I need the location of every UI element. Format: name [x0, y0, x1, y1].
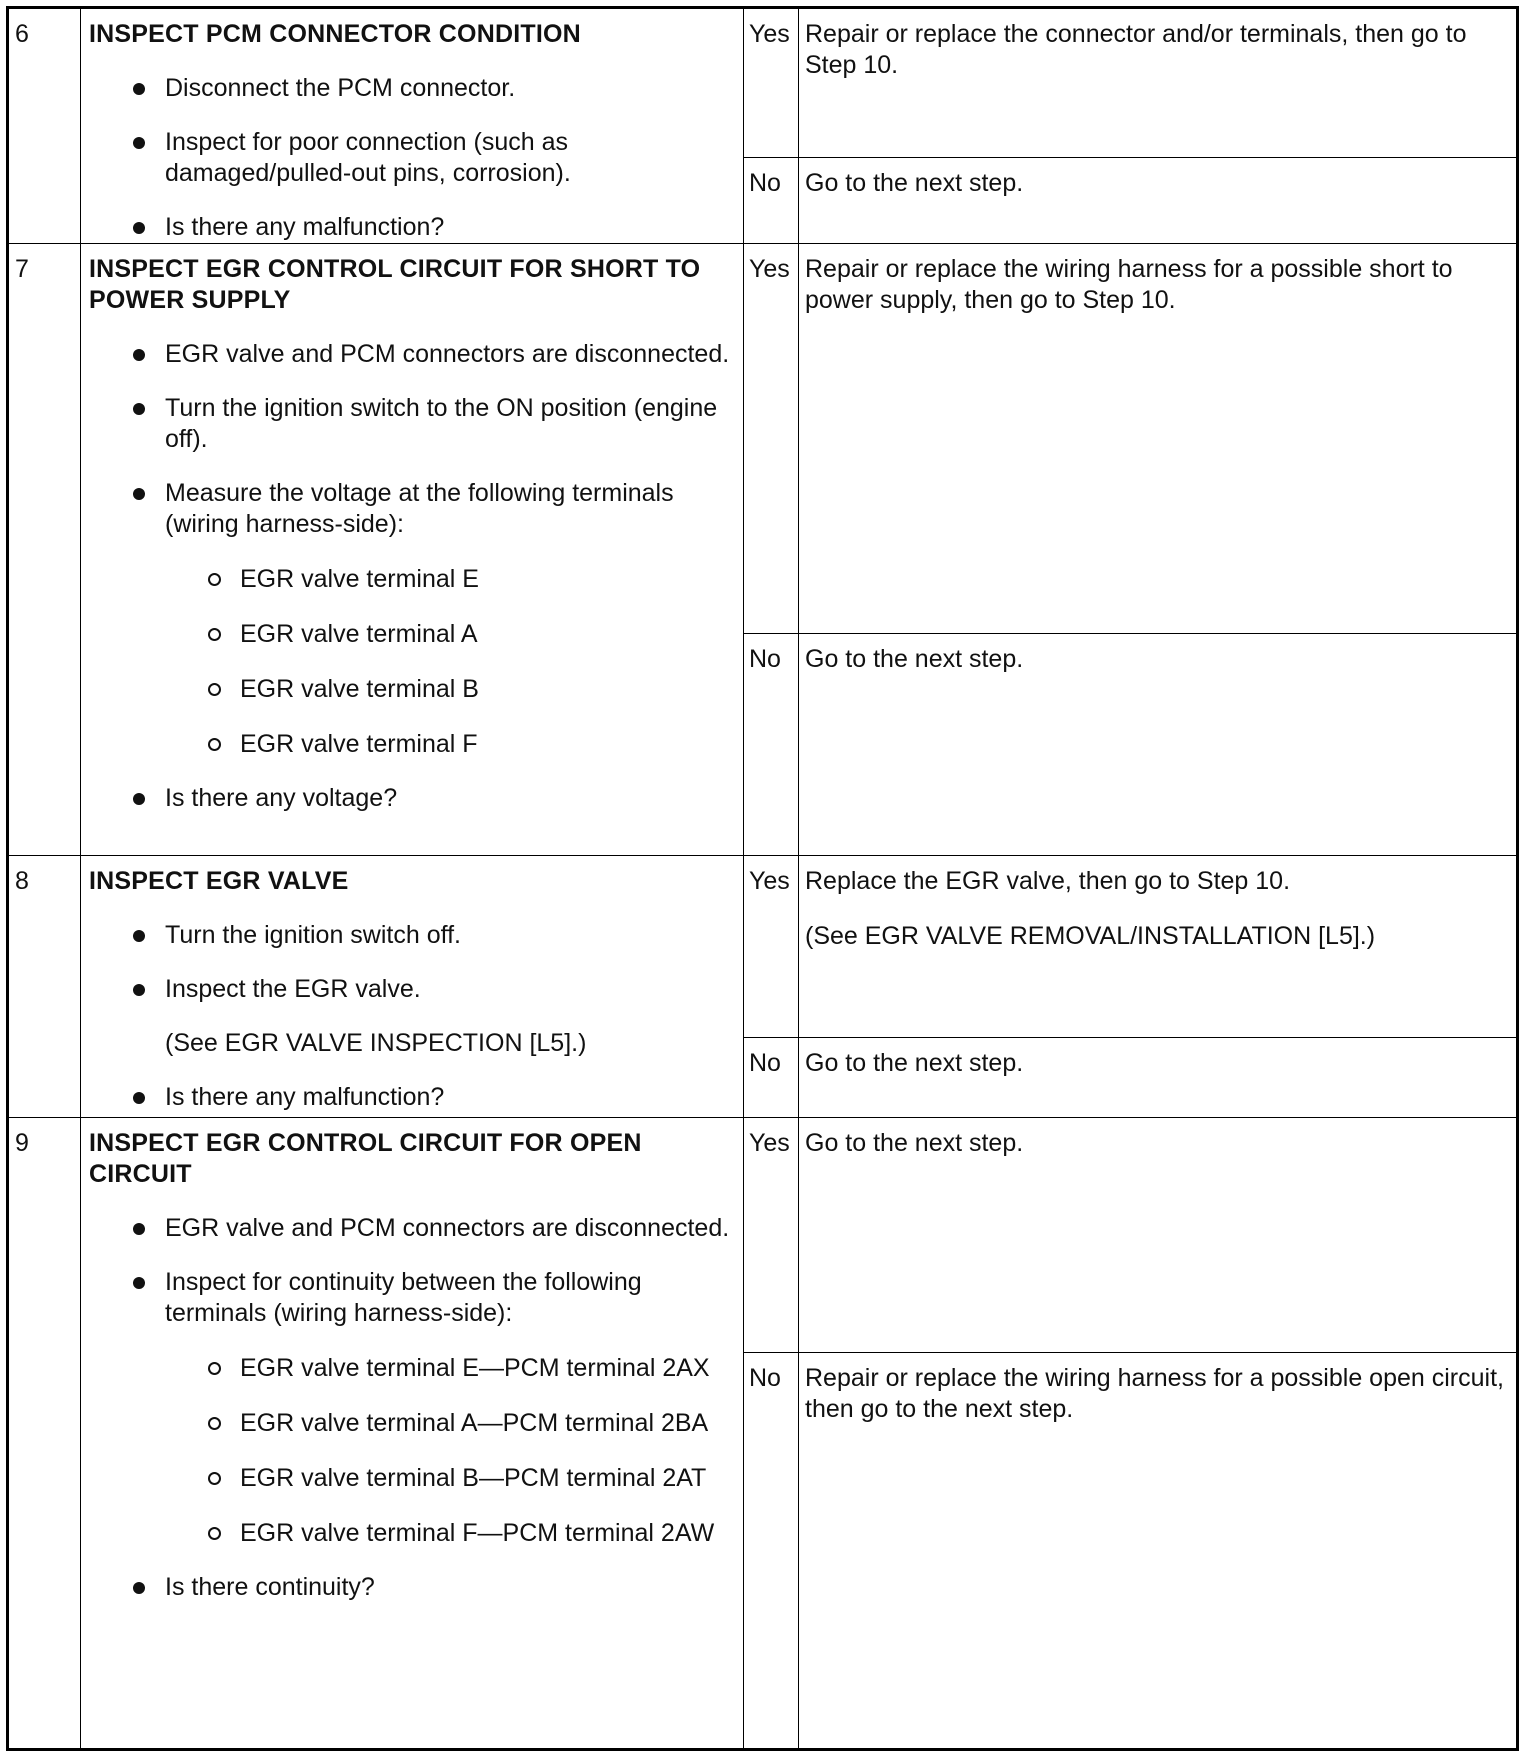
bullet-item: Measure the voltage at the following terminals (wiring harness-side): [89, 478, 735, 540]
no-label: No [744, 634, 799, 856]
bullet-list [89, 339, 735, 540]
sub-bullet-item: EGR valve terminal B—PCM terminal 2AT [89, 1463, 735, 1494]
sub-bullet-item: EGR valve terminal F [89, 729, 735, 760]
bullet-item: Is there continuity? [89, 1572, 735, 1603]
bullet-list [89, 1082, 735, 1113]
no-action [799, 157, 1518, 243]
step-number: 7 [8, 244, 81, 856]
sub-bullet-list [89, 564, 735, 760]
bullet-item: Disconnect the PCM connector. [89, 73, 735, 104]
bullet-item: Is there any malfunction? [89, 1082, 735, 1113]
bullet-item: EGR valve and PCM connectors are disconnected. [89, 1213, 735, 1244]
yes-label: Yes [744, 856, 799, 1038]
step-number: 8 [8, 856, 81, 1118]
bullet-list [89, 920, 735, 1005]
step-7-yes-row [8, 244, 1518, 634]
no-label: No [744, 157, 799, 243]
sub-bullet-item: EGR valve terminal E—PCM terminal 2AX [89, 1353, 735, 1384]
bullet-item: Turn the ignition switch off. [89, 920, 735, 951]
no-action [799, 1353, 1518, 1750]
step-check [81, 8, 744, 244]
no-action [799, 1038, 1518, 1118]
sub-bullet-item: EGR valve terminal F—PCM terminal 2AW [89, 1518, 735, 1549]
bullet-item: EGR valve and PCM connectors are disconnected. [89, 339, 735, 370]
step-check [81, 244, 744, 856]
reference-note: (See EGR VALVE INSPECTION [L5].) [165, 1029, 587, 1057]
action-text: Go to the next step. [805, 168, 1024, 197]
step-8-yes-row [8, 856, 1518, 1038]
step-9-yes-row [8, 1118, 1518, 1353]
action-text: Replace the EGR valve, then go to Step 10. [805, 867, 1291, 895]
action-text: Repair or replace the wiring harness for a possible short to power supply, then go to Step 10. [805, 255, 1453, 314]
action-text: Go to the next step. [805, 1129, 1024, 1157]
step-check [81, 1118, 744, 1750]
yes-action [799, 8, 1518, 158]
step-check [81, 856, 744, 1118]
sub-bullet-item: EGR valve terminal A [89, 619, 735, 650]
no-action [799, 634, 1518, 856]
step-6-yes-row [8, 8, 1518, 158]
step-title: INSPECT EGR VALVE [89, 867, 349, 895]
bullet-item: Inspect for continuity between the following terminals (wiring harness-side): [89, 1267, 735, 1329]
yes-label: Yes [744, 1118, 799, 1353]
sub-bullet-list [89, 1353, 735, 1549]
bullet-item: Is there any voltage? [89, 783, 735, 814]
sub-bullet-item: EGR valve terminal A—PCM terminal 2BA [89, 1408, 735, 1439]
sub-bullet-item: EGR valve terminal E [89, 564, 735, 595]
bullet-list [89, 73, 735, 243]
sub-bullet-item: EGR valve terminal B [89, 674, 735, 705]
bullet-item: Inspect the EGR valve. [89, 974, 735, 1005]
step-title: INSPECT EGR CONTROL CIRCUIT FOR SHORT TO POWER SUPPLY [89, 255, 701, 314]
no-label: No [744, 1353, 799, 1750]
diagnostic-procedure-table [6, 6, 1519, 1751]
yes-label: Yes [744, 244, 799, 634]
action-text: Repair or replace the connector and/or terminals, then go to Step 10. [805, 20, 1467, 79]
bullet-list [89, 783, 735, 814]
step-title: INSPECT PCM CONNECTOR CONDITION [89, 20, 581, 48]
bullet-list [89, 1213, 735, 1329]
step-title: INSPECT EGR CONTROL CIRCUIT FOR OPEN CIRCUIT [89, 1129, 642, 1188]
reference-note: (See EGR VALVE REMOVAL/INSTALLATION [L5].) [805, 922, 1376, 950]
action-text: Repair or replace the wiring harness for a possible open circuit, then go to the next step. [805, 1364, 1504, 1423]
step-number: 6 [8, 8, 81, 244]
action-text: Go to the next step. [805, 1049, 1024, 1077]
bullet-item: Is there any malfunction? [89, 212, 735, 243]
action-text: Go to the next step. [805, 645, 1024, 673]
bullet-list [89, 1572, 735, 1603]
no-label: No [744, 1038, 799, 1118]
bullet-item: Inspect for poor connection (such as damaged/pulled-out pins, corrosion). [89, 127, 735, 189]
step-number: 9 [8, 1118, 81, 1750]
yes-label: Yes [744, 8, 799, 158]
yes-action [799, 244, 1518, 634]
yes-action [799, 856, 1518, 1038]
bullet-item: Turn the ignition switch to the ON position (engine off). [89, 393, 735, 455]
yes-action [799, 1118, 1518, 1353]
